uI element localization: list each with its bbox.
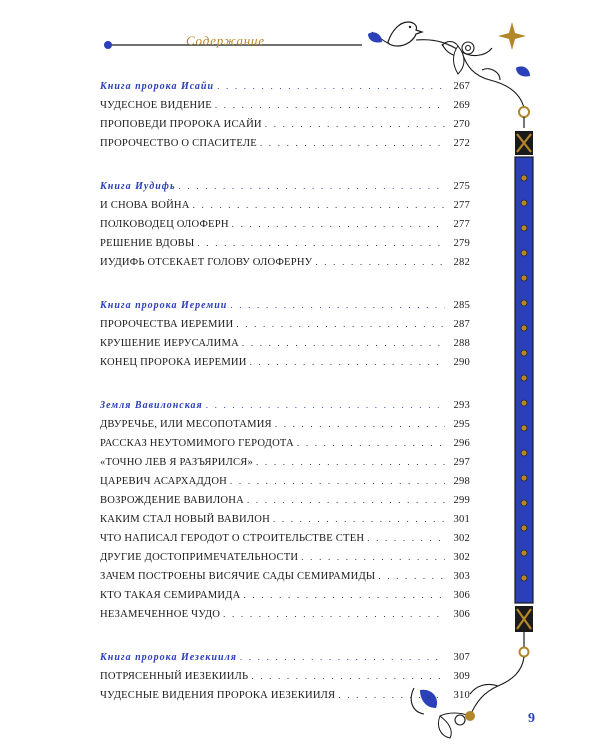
entry-title: РЕШЕНИЕ ВДОВЫ [100, 238, 195, 249]
toc-section [100, 177, 470, 272]
entry-title: ПОТРЯСЕННЫЙ ИЕЗЕКИИЛЬ [100, 671, 249, 682]
toc-entry[interactable] [100, 453, 470, 472]
section-page: 267 [453, 81, 470, 92]
entry-page: 287 [453, 319, 470, 330]
section-title: Книга Иудифь [100, 181, 176, 192]
leaf-icon [368, 32, 382, 42]
entry-page: 299 [453, 495, 470, 506]
pillar-cap-top [515, 131, 533, 155]
pillar-cap-bottom [515, 606, 533, 632]
entry-title: ЧУДЕСНЫЕ ВИДЕНИЯ ПРОРОКА ИЕЗЕКИИЛЯ [100, 690, 336, 701]
entry-title: КОНЕЦ ПРОРОКА ИЕРЕМИИ [100, 357, 247, 368]
toc-entry[interactable] [100, 215, 470, 234]
toc-section [100, 648, 470, 705]
toc-section-heading[interactable] [100, 648, 470, 667]
entry-page: 277 [453, 200, 470, 211]
entry-page: 296 [453, 438, 470, 449]
entry-page: 309 [453, 671, 470, 682]
toc-section [100, 396, 470, 624]
entry-page: 310 [453, 690, 470, 701]
toc-section [100, 77, 470, 153]
entry-page: 303 [453, 571, 470, 582]
toc-entry[interactable] [100, 196, 470, 215]
entry-title: ДВУРЕЧЬЕ, ИЛИ МЕСОПОТАМИЯ [100, 419, 272, 430]
toc-entry[interactable] [100, 586, 470, 605]
entry-title: ВОЗРОЖДЕНИЕ ВАВИЛОНА [100, 495, 244, 506]
toc-section-heading[interactable] [100, 177, 470, 196]
entry-title: КРУШЕНИЕ ИЕРУСАЛИМА [100, 338, 239, 349]
entry-title: ПОЛКОВОДЕЦ ОЛОФЕРН [100, 219, 229, 230]
entry-page: 297 [453, 457, 470, 468]
toc-entry[interactable] [100, 353, 470, 372]
toc-entry[interactable] [100, 315, 470, 334]
page-title: Содержание [186, 33, 265, 48]
entry-page: 306 [453, 609, 470, 620]
section-page: 285 [453, 300, 470, 311]
entry-title: КТО ТАКАЯ СЕМИРАМИДА [100, 590, 241, 601]
entry-page: 288 [453, 338, 470, 349]
entry-title: РАССКАЗ НЕУТОМИМОГО ГЕРОДОТА [100, 438, 294, 449]
section-title: Книга пророка Иезекииля [100, 652, 237, 663]
star-icon [498, 22, 526, 50]
section-title: Земля Вавилонская [100, 400, 203, 411]
entry-page: 302 [453, 533, 470, 544]
toc-entry[interactable] [100, 115, 470, 134]
section-page: 307 [453, 652, 470, 663]
entry-title: КАКИМ СТАЛ НОВЫЙ ВАВИЛОН [100, 514, 270, 525]
entry-title: ИУДИФЬ ОТСЕКАЕТ ГОЛОВУ ОЛОФЕРНУ [100, 257, 313, 268]
section-title: Книга пророка Исайи [100, 81, 215, 92]
toc-entry[interactable] [100, 605, 470, 624]
entry-page: 279 [453, 238, 470, 249]
toc-entry[interactable] [100, 253, 470, 272]
toc-entry[interactable] [100, 334, 470, 353]
entry-title: ЦАРЕВИЧ АСАРХАДДОН [100, 476, 228, 487]
entry-page: 302 [453, 552, 470, 563]
toc-entry[interactable] [100, 134, 470, 153]
entry-title: НЕЗАМЕЧЕННОЕ ЧУДО [100, 609, 221, 620]
table-of-contents [100, 77, 470, 705]
page-number: 9 [528, 711, 535, 726]
toc-entry[interactable] [100, 548, 470, 567]
toc-entry[interactable] [100, 415, 470, 434]
entry-page: 306 [453, 590, 470, 601]
entry-title: ПРОРОЧЕСТВА ИЕРЕМИИ [100, 319, 234, 330]
toc-section-heading[interactable] [100, 396, 470, 415]
toc-entry[interactable] [100, 667, 470, 686]
toc-section-heading[interactable] [100, 296, 470, 315]
entry-page: 282 [453, 257, 470, 268]
entry-title: ЗАЧЕМ ПОСТРОЕНЫ ВИСЯЧИЕ САДЫ СЕМИРАМИДЫ [100, 571, 376, 582]
toc-entry[interactable] [100, 529, 470, 548]
toc-entry[interactable] [100, 472, 470, 491]
entry-title: ДРУГИЕ ДОСТОПРИМЕЧАТЕЛЬНОСТИ [100, 552, 299, 563]
toc-entry[interactable] [100, 234, 470, 253]
entry-page: 295 [453, 419, 470, 430]
entry-page: 269 [453, 100, 470, 111]
entry-title: ПРОРОЧЕСТВО О СПАСИТЕЛЕ [100, 138, 257, 149]
toc-entry[interactable] [100, 434, 470, 453]
decorative-pillar [515, 157, 533, 603]
section-page: 293 [453, 400, 470, 411]
entry-page: 270 [453, 119, 470, 130]
entry-page: 290 [453, 357, 470, 368]
toc-section-heading[interactable] [100, 77, 470, 96]
toc-section [100, 296, 470, 372]
toc-entry[interactable] [100, 491, 470, 510]
toc-entry[interactable] [100, 96, 470, 115]
section-title: Книга пророка Иеремии [100, 300, 228, 311]
toc-entry[interactable] [100, 567, 470, 586]
section-page: 275 [453, 181, 470, 192]
entry-title: И СНОВА ВОЙНА [100, 200, 190, 211]
entry-page: 272 [453, 138, 470, 149]
entry-page: 277 [453, 219, 470, 230]
entry-title: ПРОПОВЕДИ ПРОРОКА ИСАЙИ [100, 119, 262, 130]
entry-title: ЧУДЕСНОЕ ВИДЕНИЕ [100, 100, 212, 111]
toc-entry[interactable] [100, 686, 470, 705]
toc-entry[interactable] [100, 510, 470, 529]
entry-title: ЧТО НАПИСАЛ ГЕРОДОТ О СТРОИТЕЛЬСТВЕ СТЕН [100, 533, 365, 544]
entry-title: «ТОЧНО ЛЕВ Я РАЗЪЯРИЛСЯ» [100, 457, 254, 468]
entry-page: 298 [453, 476, 470, 487]
entry-page: 301 [453, 514, 470, 525]
